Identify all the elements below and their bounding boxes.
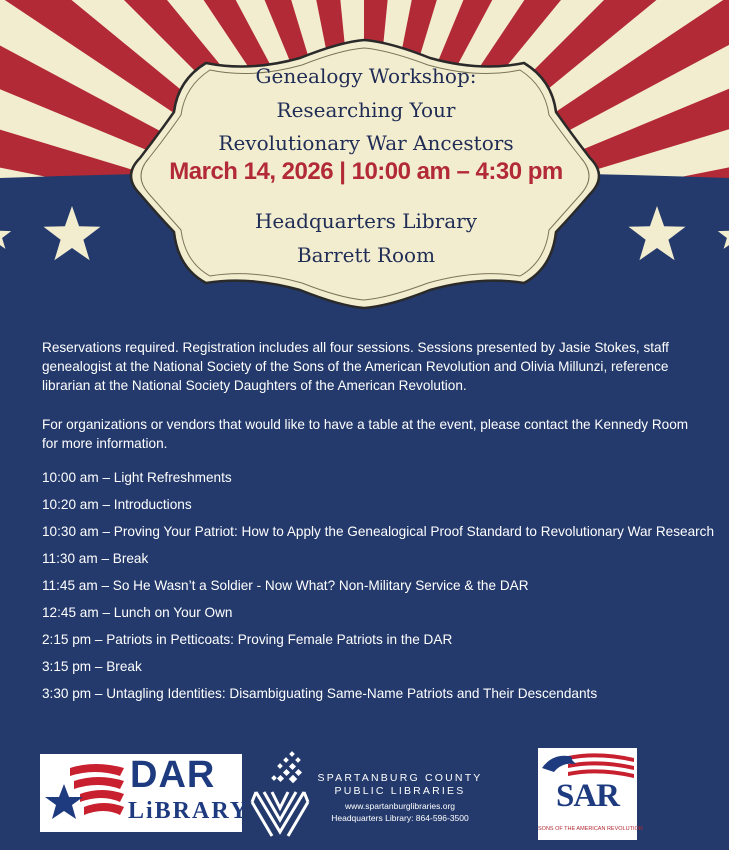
title-line-2: Researching Your: [276, 98, 456, 122]
spl-name-line-1: SPARTANBURG COUNTY: [317, 772, 483, 784]
dar-library-logo: [40, 754, 250, 832]
spl-phone: Headquarters Library: 864-596-3500: [331, 813, 469, 823]
schedule-item: 11:30 am – Break: [42, 551, 149, 566]
schedule-item: 10:20 am – Introductions: [42, 497, 192, 512]
schedule-item: 2:15 pm – Patriots in Petticoats: Proving Female Patriots in the DAR: [42, 632, 453, 647]
sar-wordmark: SAR: [555, 778, 620, 814]
sar-logo: [538, 748, 643, 840]
sponsor-logos: [0, 748, 729, 850]
location-line-1: Headquarters Library: [254, 209, 478, 233]
emblem-diamond: [271, 775, 277, 781]
description: [42, 338, 702, 473]
emblem-diamond: [289, 763, 296, 770]
spartanburg-library-emblem-icon: [250, 748, 310, 840]
description-paragraph-1: Reservations required. Registration includes all four sessions. Sessions presented by Jasie Stokes, staff genealogist at the National Society of the Sons of the American Revolution and Olivia Millunzi, reference librarian at the National Society Daughters of the American Revolution.: [42, 340, 669, 393]
emblem-diamond: [295, 769, 302, 776]
dar-star-flag-icon: [40, 754, 130, 832]
emblem-diamond: [295, 757, 301, 763]
emblem-diamond: [283, 757, 289, 763]
schedule-item: 11:45 am – So He Wasn’t a Soldier - Now What? Non-Military Service & the DAR: [42, 578, 529, 593]
title-line-1: Genealogy Workshop:: [255, 64, 477, 88]
sar-subtitle: SONS OF THE AMERICAN REVOLUTION: [538, 826, 643, 832]
dar-wordmark: DAR: [130, 754, 216, 796]
schedule-item: 12:45 am – Lunch on Your Own: [42, 605, 233, 620]
spl-name-line-2: PUBLIC LIBRARIES: [334, 785, 466, 797]
title-line-3: Revolutionary War Ancestors: [218, 131, 514, 155]
dar-library-wordmark: LiBRARY: [128, 798, 250, 824]
spl-website: www.spartanburglibraries.org: [344, 801, 456, 811]
schedule-item: 10:30 am – Proving Your Patriot: How to Apply the Genealogical Proof Standard to Revolutionary War Research: [42, 524, 715, 539]
schedule-item: 3:15 pm – Break: [42, 659, 142, 674]
emblem-diamond: [277, 763, 283, 769]
emblem-diamond: [289, 775, 297, 783]
event-date-time: March 14, 2026 | 10:00 am – 4:30 pm: [169, 158, 563, 185]
emblem-diamond: [283, 769, 290, 776]
location-line-2: Barrett Room: [296, 243, 436, 267]
schedule-item: 3:30 pm – Untagling Identities: Disambiguating Same-Name Patriots and Their Descendants: [42, 686, 598, 701]
emblem-diamond: [289, 751, 295, 757]
emblem-diamond: [277, 775, 284, 782]
schedule-list: [42, 468, 722, 711]
description-paragraph-2: For organizations or vendors that would like to have a table at the event, please contact the Kennedy Room for more information.: [42, 417, 689, 451]
schedule-item: 10:00 am – Light Refreshments: [42, 470, 232, 485]
emblem-lattice: [252, 792, 308, 836]
